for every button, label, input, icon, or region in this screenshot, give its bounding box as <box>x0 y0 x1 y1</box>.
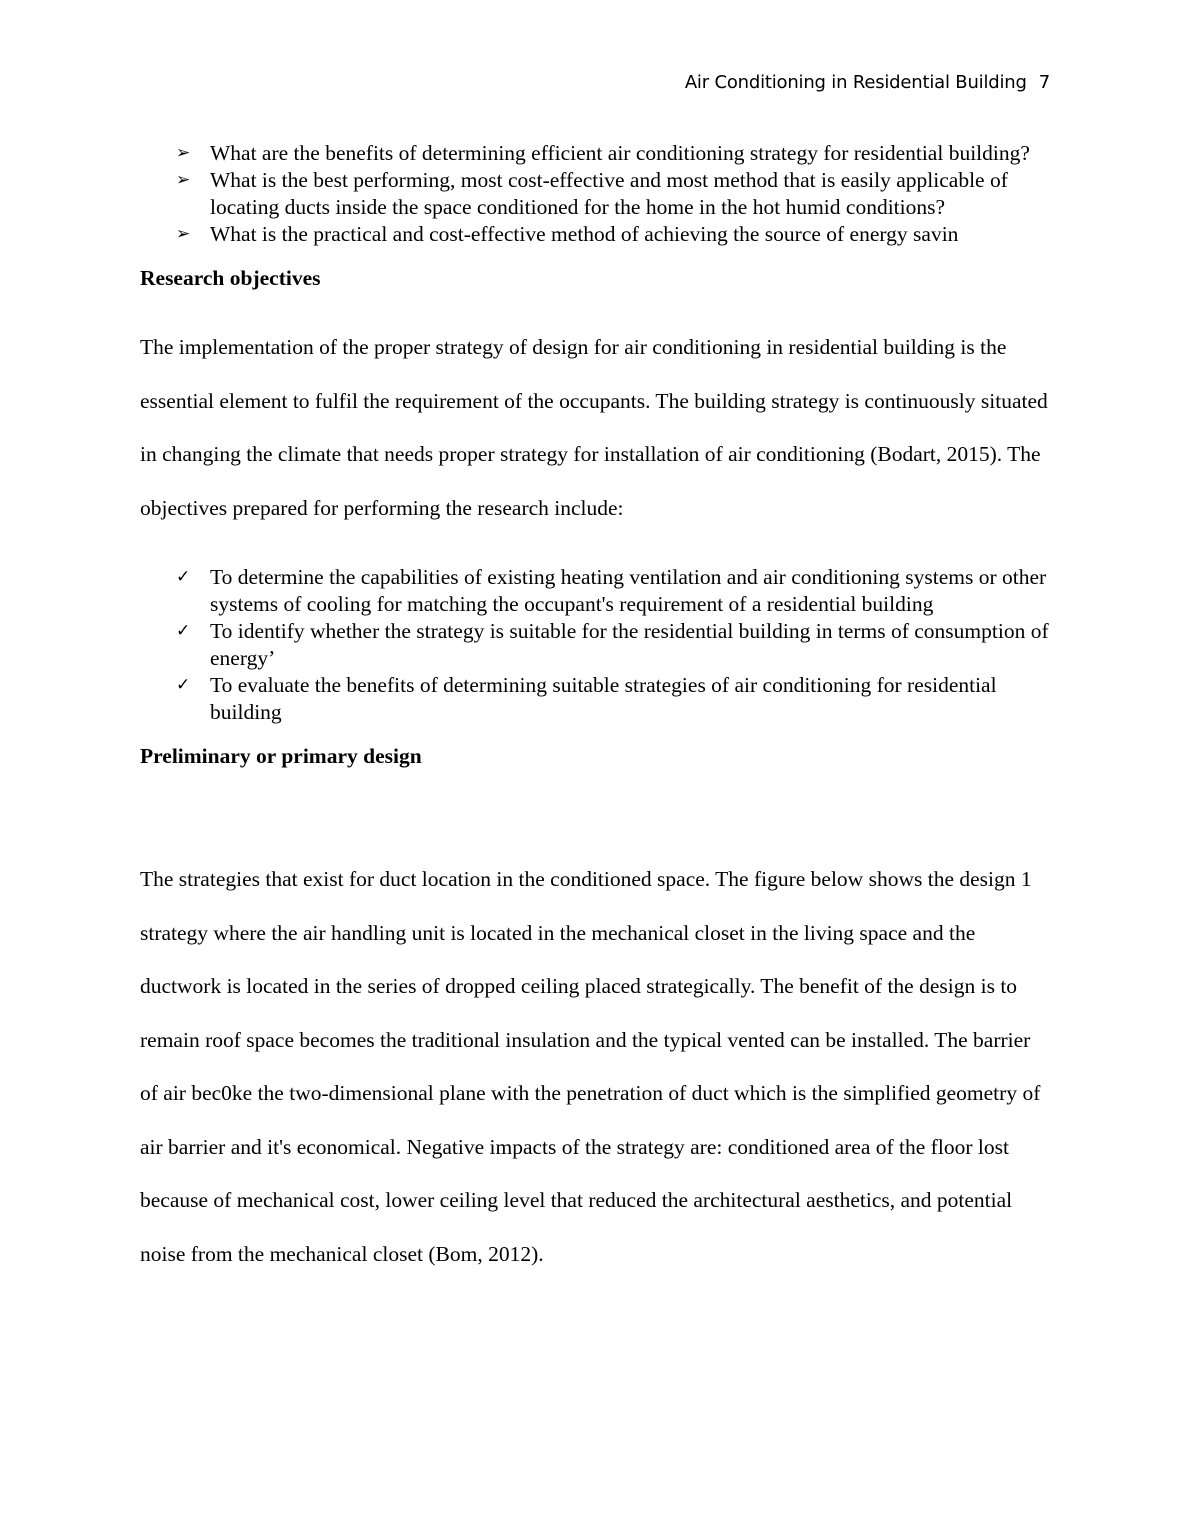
list-item <box>140 564 1052 618</box>
question-text: What is the practical and cost-effective method of achieving the source of energy savin <box>210 222 959 246</box>
objectives-list <box>140 564 1052 726</box>
list-item <box>140 140 1052 167</box>
list-item <box>140 221 1052 248</box>
page-number: 7 <box>1038 72 1050 93</box>
research-objectives-paragraph: The implementation of the proper strategy of design for air conditioning in residential building is the essential element to fulfil the requirement of the occupants. The building strategy is continuously situated in changing the climate that needs proper strategy for installation of air conditioning (Bodart, 2015). The objectives prepared for performing the research include: <box>140 335 1048 520</box>
running-title: Air Conditioning in Residential Building <box>684 72 1027 93</box>
objective-text: To identify whether the strategy is suitable for the residential building in terms of consumption of energy’ <box>210 619 1049 670</box>
document-body <box>140 140 1052 1281</box>
list-item <box>140 618 1052 672</box>
objective-text: To evaluate the benefits of determining suitable strategies of air conditioning for residential building <box>210 673 997 724</box>
objective-text: To determine the capabilities of existing heating ventilation and air conditioning systems or other systems of cooling for matching the occupant's requirement of a residential building <box>210 565 1047 616</box>
research-objectives-heading: Research objectives <box>140 266 321 290</box>
arrowhead-bullet-icon: ➢ <box>176 224 191 244</box>
arrowhead-bullet-icon: ➢ <box>176 170 191 190</box>
research-questions-list <box>140 140 1052 248</box>
preliminary-design-heading: Preliminary or primary design <box>140 744 422 768</box>
page-header <box>685 70 1050 96</box>
checkmark-bullet-icon: ✓ <box>176 567 191 587</box>
list-item <box>140 167 1052 221</box>
question-text: What are the benefits of determining efficient air conditioning strategy for residential building? <box>210 141 1030 165</box>
checkmark-bullet-icon: ✓ <box>176 675 191 695</box>
arrowhead-bullet-icon: ➢ <box>176 143 191 163</box>
list-item <box>140 672 1052 726</box>
preliminary-design-paragraph: The strategies that exist for duct location in the conditioned space. The figure below shows the design 1 strategy where the air handling unit is located in the mechanical closet in the living space and the ductwork is located in the series of dropped ceiling placed strategically. The benefit of the design is to remain roof space becomes the traditional insulation and the typical vented can be installed. The barrier of air bec0ke the two-dimensional plane with the penetration of duct which is the simplified geometry of air barrier and it's economical. Negative impacts of the strategy are: conditioned area of the floor lost because of mechanical cost, lower ceiling level that reduced the architectural aesthetics, and potential noise from the mechanical closet (Bom, 2012). <box>140 867 1041 1266</box>
question-text: What is the best performing, most cost-effective and most method that is easily applicable of locating ducts inside the space conditioned for the home in the hot humid conditions? <box>210 168 1008 219</box>
checkmark-bullet-icon: ✓ <box>176 621 191 641</box>
